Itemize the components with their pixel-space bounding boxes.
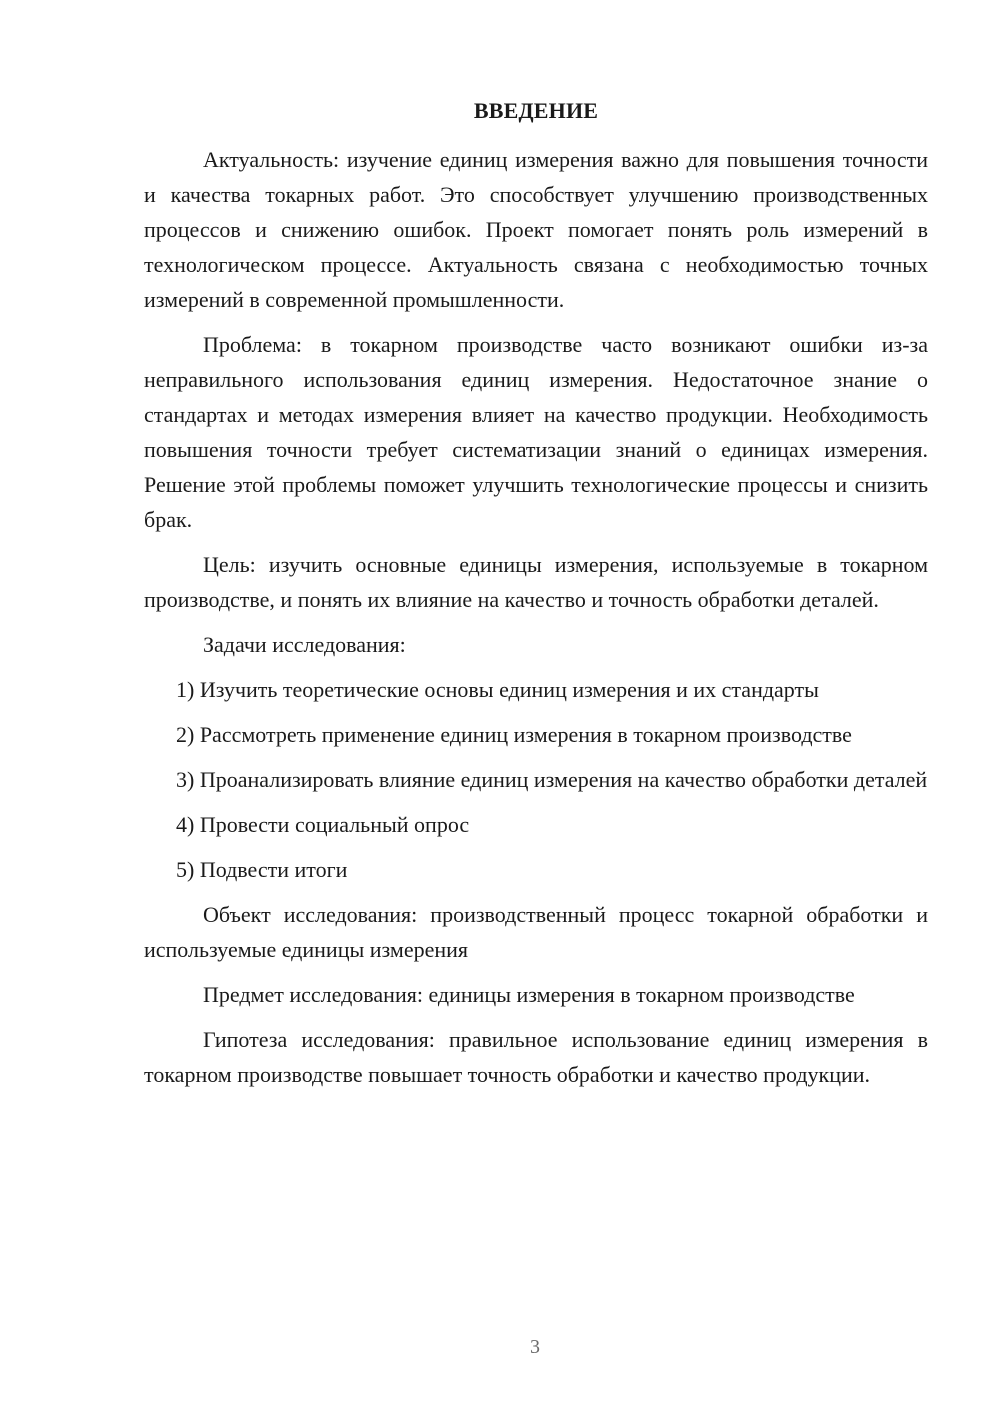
paragraph-tasks-heading: Задачи исследования: xyxy=(203,632,406,657)
paragraph-problem: Проблема: в токарном производстве часто возникают ошибки из-за неправильного использования единиц измерения. Недостаточное знание о стандартах и методах измерения влияет на качество продукции. Необходимость повышения точности требует систематизации знаний о единицах измерения. Решение этой проблемы поможет улучшить технологические процессы и снизить брак. xyxy=(144,332,928,532)
page-number: 3 xyxy=(530,1336,540,1358)
task-item-3: 3) Проанализировать влияние единиц измерения на качество обработки деталей xyxy=(176,767,928,792)
body-text xyxy=(144,142,928,1102)
task-item-4: 4) Провести социальный опрос xyxy=(176,812,470,837)
paragraph-hypothesis: Гипотеза исследования: правильное использование единиц измерения в токарном производстве повышает точность обработки и качество продукции. xyxy=(144,1027,928,1087)
task-item-1: 1) Изучить теоретические основы единиц измерения и их стандарты xyxy=(176,677,819,702)
paragraph-relevance: Актуальность: изучение единиц измерения важно для повышения точности и качества токарных работ. Это способствует улучшению производственных процессов и снижению ошибок. Проект помогает понять роль измерений в технологическом процессе. Актуальность связана с необходимостью точных измерений в современной промышленности. xyxy=(144,147,928,312)
paragraph-object: Объект исследования: производственный процесс токарной обработки и используемые единицы измерения xyxy=(144,902,928,962)
task-item-2: 2) Рассмотреть применение единиц измерения в токарном производстве xyxy=(176,722,852,747)
task-item-5: 5) Подвести итоги xyxy=(176,857,348,882)
paragraph-goal: Цель: изучить основные единицы измерения, используемые в токарном производстве, и понять их влияние на качество и точность обработки деталей. xyxy=(144,552,928,612)
paragraph-subject: Предмет исследования: единицы измерения в токарном производстве xyxy=(203,982,855,1007)
section-title: ВВЕДЕНИЕ xyxy=(473,98,599,123)
